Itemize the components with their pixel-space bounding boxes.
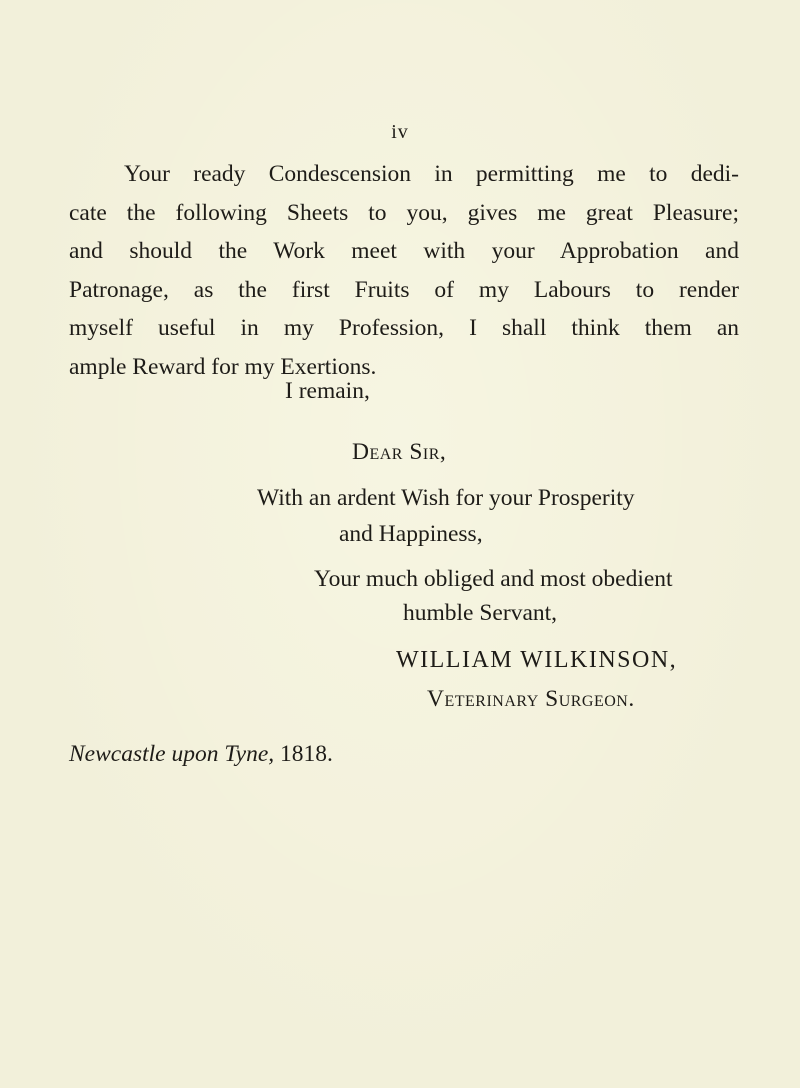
servant-line-2: humble Servant, <box>403 600 558 626</box>
place: Newcastle upon Tyne, <box>69 741 275 767</box>
signature-name: WILLIAM WILKINSON, <box>396 647 678 673</box>
dedication-paragraph <box>69 155 739 387</box>
servant-line-1: Your much obliged and most obedient <box>314 566 673 592</box>
paragraph-line: Patronage, as the first Fruits of my Labours to render <box>69 276 739 303</box>
closing-remain: I remain, <box>285 378 370 404</box>
dateline <box>69 741 333 768</box>
wish-line-2: and Happiness, <box>339 521 483 547</box>
paragraph-line: cate the following Sheets to you, gives me great Pleasure; <box>69 199 739 226</box>
paragraph-line: myself useful in my Profession, I shall think them an <box>69 315 739 342</box>
page-number: iv <box>391 121 409 143</box>
year: 1818. <box>280 741 333 767</box>
signature-title: Veterinary Surgeon. <box>427 686 635 712</box>
wish-line-1: With an ardent Wish for your Prosperity <box>257 485 635 511</box>
salutation: Dear Sir, <box>352 439 447 465</box>
paragraph-line: ample Reward for my Exertions. <box>69 353 377 380</box>
paragraph-line: and should the Work meet with your Approbation and <box>69 238 739 265</box>
paragraph-line: Your ready Condescension in permitting me to dedi- <box>124 161 739 187</box>
